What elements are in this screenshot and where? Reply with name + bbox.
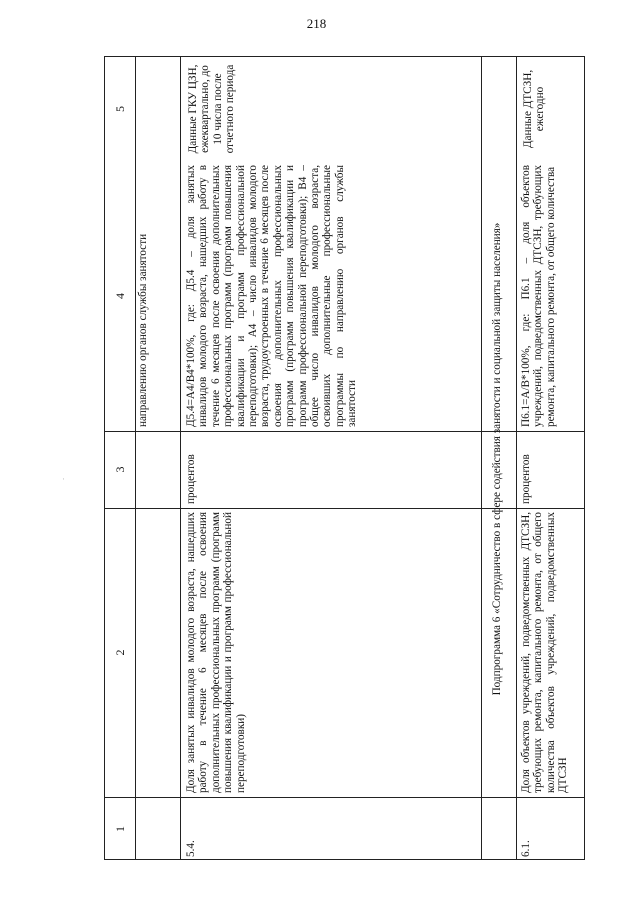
scan-smudge: · [62, 474, 65, 484]
row-6-1-indicator: Доля объектов учреждений, подведомственных ДТСЗН, требующих ремонта, капитального ремонта, от общего количества объектов учреждений, подведомственных ДТСЗН [520, 512, 570, 793]
indicator-table [104, 56, 585, 860]
row-5-4-number: 5.4. [185, 840, 197, 857]
row-6-1-source: Данные ДТСЗН, ежегодно [522, 69, 547, 149]
continuation-formula-tail: направлению органов службы занятости [137, 233, 149, 427]
col-header-4: 4 [113, 293, 127, 299]
subprogram-6-heading: Подпрограмма 6 «Сотрудничество в сфере содействия занятости и социальной защиты населения» [491, 222, 503, 696]
page-number: 218 [306, 16, 327, 31]
row-5-4-formula: Д5.4=А4/В4*100%, где: Д5.4 – доля занятых инвалидов молодого возраста, нашедших работу в течение 6 месяцев после освоения дополнительных профессиональных программ (программ повышения квалификации и программ профессиональной переподготовки); А4 – число инвалидов молодого возраста, трудоустроенных в течение 6 месяцев после освоения дополнительных профессиональных программ (программ повышения квалификации и программ профессиональной переподготовки); В4 – общее число инвалидов молодого возраста, освоивших дополнительные профессиональные программы по направлению органов службы занятости [185, 165, 359, 427]
row-5-4-indicator: Доля занятых инвалидов молодого возраста, нашедших работу в течение 6 месяцев после освоения дополнительных профессиональных программ (программ повышения квалификации и программ профессиональной переподготовки) [185, 512, 247, 793]
row-5-4-source: Данные ГКУ ЦЗН, ежеквартально, до 10 числа после отчетного периода [187, 64, 237, 154]
col-header-2: 2 [113, 649, 127, 656]
row-5-4-unit: процентов [185, 454, 197, 504]
col-header-1: 1 [113, 826, 127, 832]
row-6-1-formula: П6.1=А/В*100%, где: П6.1 – доля объектов учреждений, подведомственных ДТСЗН, требующих ремонта, капитального ремонта, от общего количества [520, 165, 557, 427]
col-header-3: 3 [113, 466, 127, 473]
col-header-5: 5 [113, 106, 127, 112]
row-6-1-unit: процентов [520, 454, 532, 504]
row-6-1-number: 6.1. [520, 840, 532, 857]
